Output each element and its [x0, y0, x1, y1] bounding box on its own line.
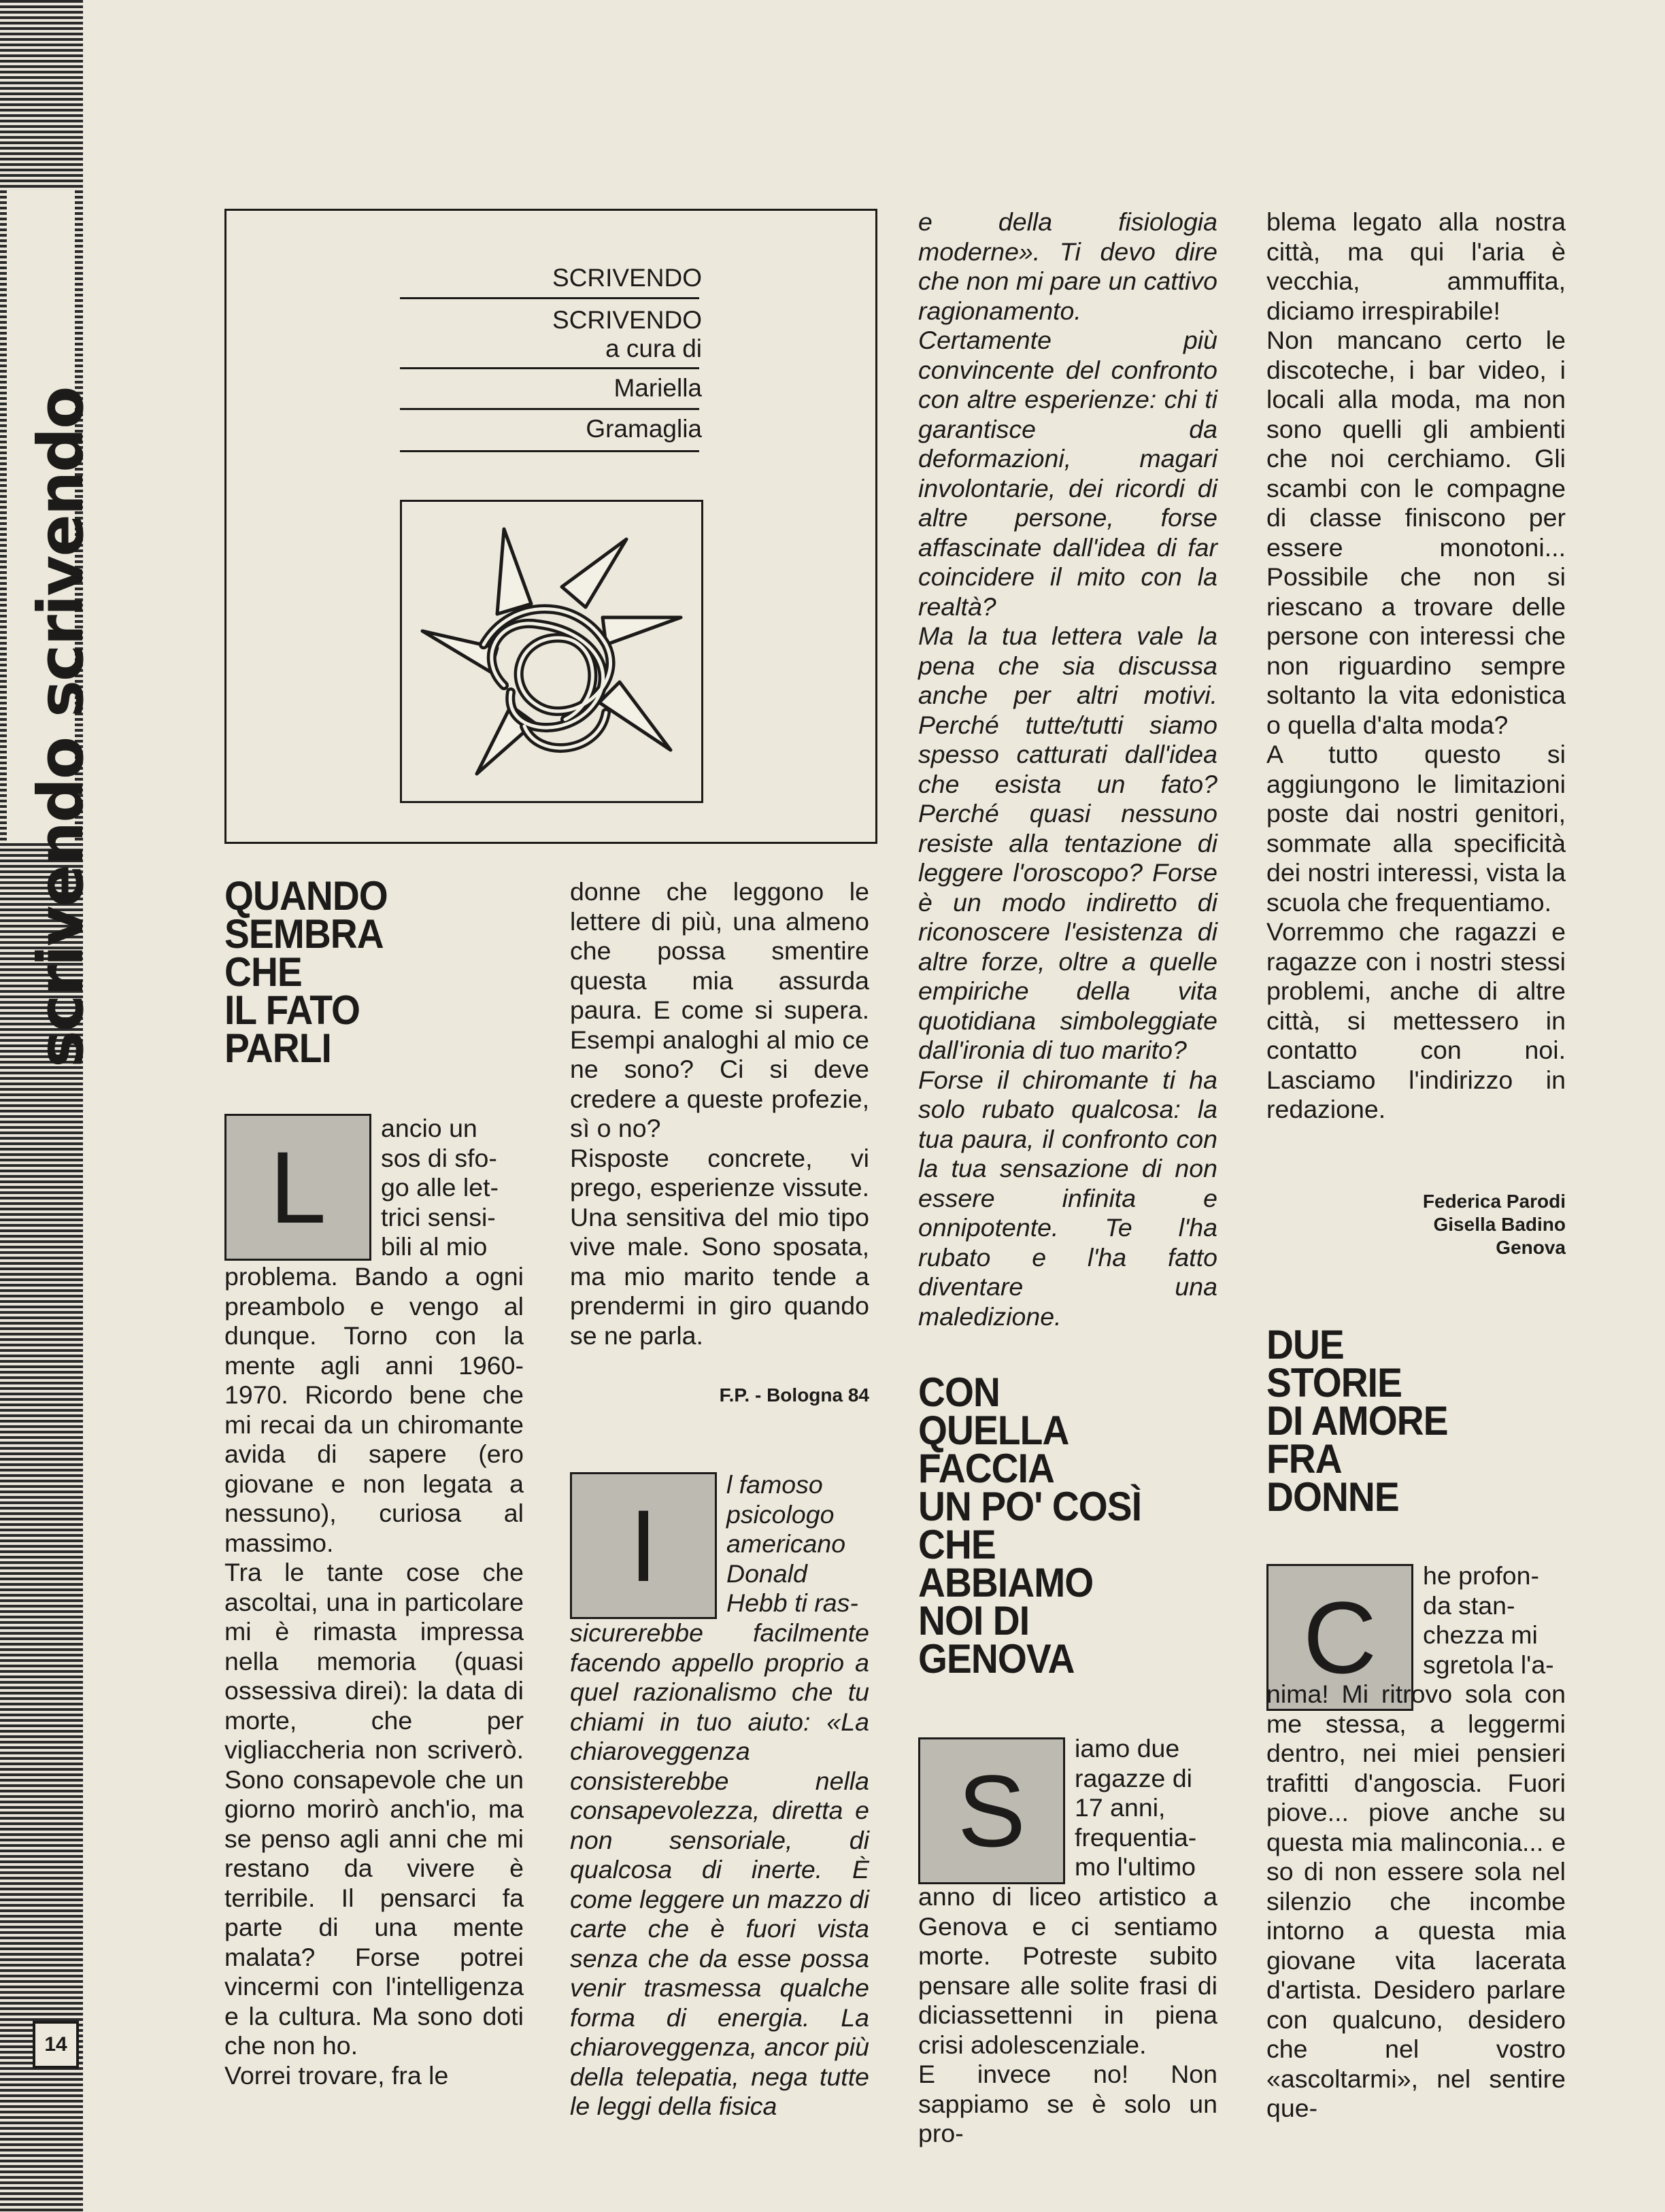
article3-headline	[1266, 1322, 1448, 1520]
text-line: frequentia-	[1075, 1822, 1197, 1852]
rubric-title-1: SCRIVENDO	[552, 264, 702, 292]
headline-line: QUANDO	[224, 873, 388, 919]
text-line: iamo due	[1075, 1734, 1180, 1763]
paragraph: Tra le tante cose che ascoltai, una in particolare mi è rimasta impressa nella memoria (quasi ossessiva direi): la data di morte, che per vigliaccheria non scriverò. Sono consapevole che un giorno morirò anch'io, ma se penso agli anni che mi restano da vivere è terribile. Il pensarci fa parte di una mente malata? Forse potrei vincermi con l'intelligenza e la cultura. Ma sono doti che non ho.	[224, 1558, 524, 2060]
knotted-pencils-star-icon	[402, 502, 701, 801]
article2-body	[918, 1882, 1217, 2149]
text-line: trici sensi-	[381, 1202, 496, 1231]
article2-column-4	[1266, 207, 1566, 1125]
text-line: chezza mi	[1423, 1620, 1538, 1649]
paragraph: donne che leggono le lettere di più, una almeno che possa smentire questa mia assurda paura. E come si supera. Esempi analoghi al mio ce ne sono? Ci si deve credere a queste profezie, sì o no?	[570, 877, 869, 1142]
headline-line: DI AMORE	[1266, 1398, 1448, 1444]
paragraph: Ma la tua lettera vale la pena che sia discussa anche per altri motivi. Perché tutte/tutti siamo spesso catturati dall'idea che esista un fato? Perché quasi nessuno resiste alla tentazione di leggere l'oroscopo? Forse è un modo indiretto di riconoscere l'esistenza di altre forze, oltre a quelle empiriche della vita quotidiana simboleggiate dall'ironia di tuo marito?	[918, 622, 1217, 1064]
paragraph: Vorrei trovare, fra le	[224, 2060, 449, 2090]
article2-dropcap: S	[918, 1737, 1065, 1884]
paragraph: A tutto questo si aggiungono le limitazioni poste dai nostri genitori, sommate alla specificità dei nostri interessi, vista la scuola che frequentiamo.	[1266, 740, 1566, 917]
signature-place: Genova	[1496, 1237, 1566, 1258]
headline-line: CHE	[918, 1522, 996, 1567]
article3-dropcap: C	[1266, 1564, 1413, 1711]
reply1-column-3	[918, 207, 1217, 1331]
article3-first-lines	[1423, 1561, 1566, 1680]
text-line: 17 anni,	[1075, 1793, 1166, 1822]
sidebar-stripe	[0, 0, 97, 2212]
paragraph: anno di liceo artistico a Genova e ci sentiamo morte. Potreste subito pensare alle solite frasi di diciassettenni in piena crisi adolescenziale.	[918, 1882, 1217, 2059]
rubric-rule	[400, 297, 699, 299]
headline-line: ABBIAMO	[918, 1560, 1094, 1605]
text-line: sgretola l'a-	[1423, 1650, 1554, 1679]
article2-signature	[1266, 1190, 1566, 1259]
signature-name: Federica Parodi	[1422, 1191, 1566, 1212]
text-line: ancio un	[381, 1114, 477, 1142]
page-number: 14	[33, 2021, 79, 2069]
signature-name: Gisella Badino	[1433, 1214, 1566, 1235]
paragraph: E invece no! Non sappiamo se è solo un pro-	[918, 2060, 1217, 2147]
paragraph: nima! Mi ritrovo sola con me stessa, a leggermi dentro, nei miei pensieri trafitti d'angoscia. Fuori piove... piove anche su questa mia malinconia... e so di non essere sola nel silenzio che incombe intorno a questa mia giovane vita lacerata d'artista. Desidero parlare con qualcuno, desidero che nel vostro «ascoltarmi», nel sentire que-	[1266, 1680, 1566, 2122]
paragraph: blema legato alla nostra città, ma qui l'aria è vecchia, ammuffita, diciamo irrespirabile!	[1266, 207, 1566, 325]
paragraph: e della fisiologia moderne». Ti devo dire che non mi pare un cattivo ragionamento. Certamente più convincente del confronto con altre esperienze: chi ti garantisce da deformazioni, magari involontarie, dei ricordi di altre persone, forse affascinate dall'idea di far coincidere il mito con la realtà?	[918, 207, 1217, 621]
rubric-curator-label: a cura di	[605, 335, 702, 362]
headline-line: SEMBRA	[224, 911, 384, 957]
paragraph: Risposte concrete, vi prego, esperienze vissute. Una sensitiva del mio tipo vive male. Sono sposata, ma mio marito tende a prendermi in giro quando se ne parla.	[570, 1143, 869, 1350]
text-line: bili al mio	[381, 1232, 488, 1261]
text-line: Hebb ti ras-	[726, 1588, 858, 1617]
article1-signature: F.P. - Bologna 84	[719, 1384, 869, 1406]
rubric-curator-last: Gramaglia	[586, 415, 702, 443]
rubric-logo-frame	[400, 500, 703, 803]
paragraph: problema. Bando a ogni preambolo e vengo al dunque. Torno con la mente agli anni 1960-1970. Ricordo bene che mi recai da un chiromante avida di sapere (ero giovane e non legata a nessuno), curiosa al massimo.	[224, 1262, 524, 1557]
article1-column-2	[570, 877, 869, 1350]
text-line: ragazze di	[1075, 1763, 1193, 1792]
headline-line: NOI DI	[918, 1598, 1030, 1644]
article2-headline	[918, 1369, 1142, 1682]
article2-first-lines	[1075, 1734, 1217, 1882]
sidebar-title-panel	[7, 190, 97, 1068]
text-line: sos di sfo-	[381, 1143, 497, 1172]
article1-dropcap: L	[224, 1114, 371, 1261]
text-line: l famoso	[726, 1470, 823, 1499]
headline-line: FACCIA	[918, 1446, 1054, 1491]
headline-line: CHE	[224, 949, 302, 995]
sidebar-vertical-title: scrivendo scrivendo	[24, 387, 97, 1068]
reply1-body	[570, 1618, 869, 2122]
rubric-rule	[400, 408, 699, 410]
paragraph: Non mancano certo le discoteche, i bar video, i locali alla moda, ma non sono quelli gli ambienti che noi cerchiamo. Gli scambi con le compagne di classe finiscono per essere monotoni... Possibile che non si riescano a trovare delle persone con interessi che non riguardino sempre soltanto la vita edonistica o quella d'alta moda?	[1266, 326, 1566, 739]
headline-line: UN PO' COSÌ	[918, 1484, 1142, 1529]
text-line: Donald	[726, 1559, 807, 1588]
rubric-box	[224, 209, 877, 844]
article1-first-lines	[381, 1114, 524, 1262]
paragraph: Vorremmo che ragazzi e ragazze con i nostri stessi problemi, anche di altre città, si mettessero in contatto con noi. Lasciamo l'indirizzo in redazione.	[1266, 917, 1566, 1123]
text-line: mo l'ultimo	[1075, 1852, 1196, 1881]
reply1-first-lines	[726, 1470, 869, 1618]
headline-line: IL FATO	[224, 987, 360, 1033]
article3-body	[1266, 1680, 1566, 2124]
headline-line: FRA	[1266, 1436, 1342, 1482]
text-line: americano	[726, 1529, 846, 1558]
headline-line: CON	[918, 1369, 1000, 1415]
headline-line: DONNE	[1266, 1474, 1399, 1520]
paragraph: Forse il chiromante ti ha solo rubato qualcosa: la tua paura, il confronto con la tua sensazione di non essere infinita e onnipotente. Te l'ha rubato e l'ha fatto diventare una maledizione.	[918, 1065, 1217, 1331]
headline-line: GENOVA	[918, 1636, 1075, 1682]
headline-line: PARLI	[224, 1025, 331, 1071]
text-line: psicologo	[726, 1499, 835, 1529]
reply1-dropcap: I	[570, 1472, 717, 1619]
rubric-title-2: SCRIVENDO	[552, 306, 702, 334]
rubric-rule	[400, 450, 699, 452]
rubric-curator-first: Mariella	[613, 374, 702, 402]
headline-line: DUE	[1266, 1322, 1344, 1367]
article1-headline	[224, 873, 388, 1071]
headline-line: STORIE	[1266, 1360, 1402, 1406]
headline-line: QUELLA	[918, 1408, 1069, 1453]
text-line: go alle let-	[381, 1173, 499, 1202]
text-line: he profon-	[1423, 1561, 1539, 1590]
rubric-rule	[400, 367, 699, 369]
paragraph: sicurerebbe facilmente facendo appello proprio a quel razionalismo che tu chiami in tuo aiuto: «La chiaroveggenza consisterebbe nella consapevolezza, diretta e non sensoriale, di qualcosa di inerte. È come leggere un mazzo di carte che è fuori vista senza che da esse possa venir trasmessa qualche forma di energia. La chiaroveggenza, ancor più della telepatia, nega tutte le leggi della fisica	[570, 1618, 869, 2120]
article1-column-1	[224, 1262, 524, 2090]
text-line: da stan-	[1423, 1590, 1515, 1620]
